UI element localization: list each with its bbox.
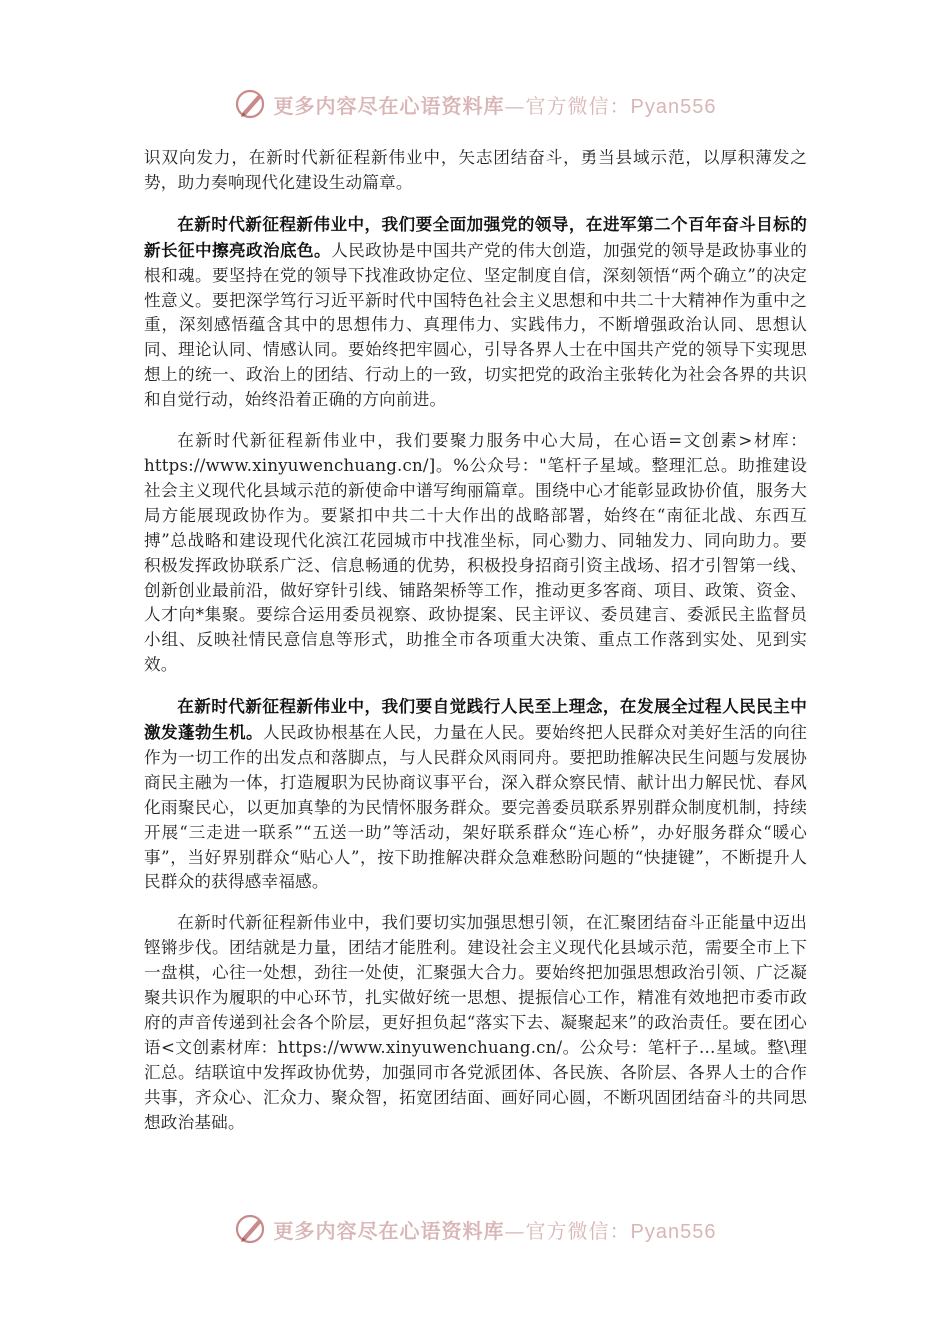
paragraph-5 [144, 911, 807, 1135]
banner-main-text: 更多内容尽在心语资料库 [273, 1218, 505, 1243]
paragraph-lead: 在新时代新征程新伟业中，我们要自觉践行人民至上理念，在发展全过程人民民主中激发蓬勃生机。 [144, 696, 807, 743]
paragraph-2 [144, 212, 807, 413]
paragraph-text: 在新时代新征程新伟业中，我们要聚力服务中心大局，在心语=文创素>材库：https://www.xinyuwenchuang.cn/]。%公众号："笔杆子星域。整理汇总。助推建设社会主义现代化县域示范的新使命中谱写绚丽篇章。围绕中心才能彰显政协价值，服务大局方能展现政协作为。要紧扣中共二十大作出的战略部署，始终在“南征北战、东西互搏”总战略和建设现代化滨江花园城市中找准坐标，同心勠力、同轴发力、同向助力。要积极发挥政协联系广泛、信息畅通的优势，积极投身招商引资主战场、招才引智第一线、创新创业最前沿，做好穿针引线、铺路架桥等工作，推动更多客商、项目、政策、资金、人才向*集聚。要综合运用委员视察、政协提案、民主评议、委员建言、委派民主监督员小组、反映社情民意信息等形式，助推全市各项重大决策、重点工作落到实处、见到实效。 [144, 431, 807, 675]
paragraph-text: 人民政协根基在人民，力量在人民。要始终把人民群众对美好生活的向往作为一切工作的出发点和落脚点，与人民群众风雨同舟。要把助推解决民生问题与发展协商民主融为一体，打造履职为民协商议事平台，深入群众察民情、献计出力解民忧、春风化雨聚民心，以更加真挚的为民情怀服务群众。要完善委员联系界别群众制度机制，持续开展“三走进一联系”“五送一助”等活动，架好联系群众“连心桥”，办好服务群众“暖心事”，当好界别群众“贴心人”，按下助推解决群众急难愁盼问题的“快捷键”，不断提升人民群众的获得感幸福感。 [144, 723, 807, 892]
paragraph-3 [144, 429, 807, 678]
paragraph-4 [144, 694, 807, 895]
banner-separator: — [504, 93, 526, 118]
paragraph-text: 在新时代新征程新伟业中，我们要切实加强思想引领，在汇聚团结奋斗正能量中迈出铿锵步伐。团结就是力量，团结才能胜利。建设社会主义现代化县域示范，需要全市上下一盘棋，心往一处想，劲往一处使，汇聚强大合力。要始终把加强思想政治引领、广泛凝聚共识作为履职的中心环节，扎实做好统一思想、提振信心工作，精准有效地把市委市政府的声音传递到社会各个阶层，更好担负起“落实下去、凝聚起来”的政治责任。要在团心语<文创素材库：https://www.xinyuwenchuang.cn/。公众号：笔杆子…星域。整\理汇总。结联谊中发挥政协优势，加强同市各党派团体、各民族、各阶层、各界人士的合作共事，齐众心、汇众力、聚众智，拓宽团结面、画好同心圆，不断巩固团结奋斗的共同思想政治基础。 [144, 913, 807, 1132]
banner-separator: — [504, 1218, 526, 1243]
banner-main-text: 更多内容尽在心语资料库 [273, 93, 505, 118]
footer-banner [0, 1209, 950, 1249]
banner-text [274, 90, 717, 119]
paragraph-text: 人民政协是中国共产党的伟大创造，加强党的领导是政协事业的根和魂。要坚持在党的领导下找准政协定位、坚定制度自信，深刻领悟“两个确立”的决定性意义。要把深学笃行习近平新时代中国特色社会主义思想和中共二十大精神作为重中之重，深刻感悟蕴含其中的思想伟力、真理伟力、实践伟力，不断增强政治认同、思想认同、理论认同、情感认同。要始终把牢圆心，引导各界人士在中国共产党的领导下实现思想上的统一、政治上的团结、行动上的一致，切实把党的政治主张转化为社会各界的共识和自觉行动，始终沿着正确的方向前进。 [144, 240, 807, 410]
pen-logo-icon [234, 1212, 268, 1246]
banner-wechat-text: 官方微信：Pyan556 [525, 1220, 717, 1243]
paragraph-lead: 在新时代新征程新伟业中，我们要全面加强党的领导，在进军第二个百年奋斗目标的新长征中擦亮政治底色。 [144, 213, 807, 260]
document-body [144, 146, 807, 1152]
pen-logo-icon [234, 87, 268, 121]
paragraph-1 [144, 146, 807, 196]
header-banner [0, 84, 950, 124]
banner-wechat-text: 官方微信：Pyan556 [525, 95, 717, 118]
banner-text [274, 1215, 717, 1244]
paragraph-text: 识双向发力，在新时代新征程新伟业中，矢志团结奋斗，勇当县域示范，以厚积薄发之势，助力奏响现代化建设生动篇章。 [144, 148, 807, 192]
